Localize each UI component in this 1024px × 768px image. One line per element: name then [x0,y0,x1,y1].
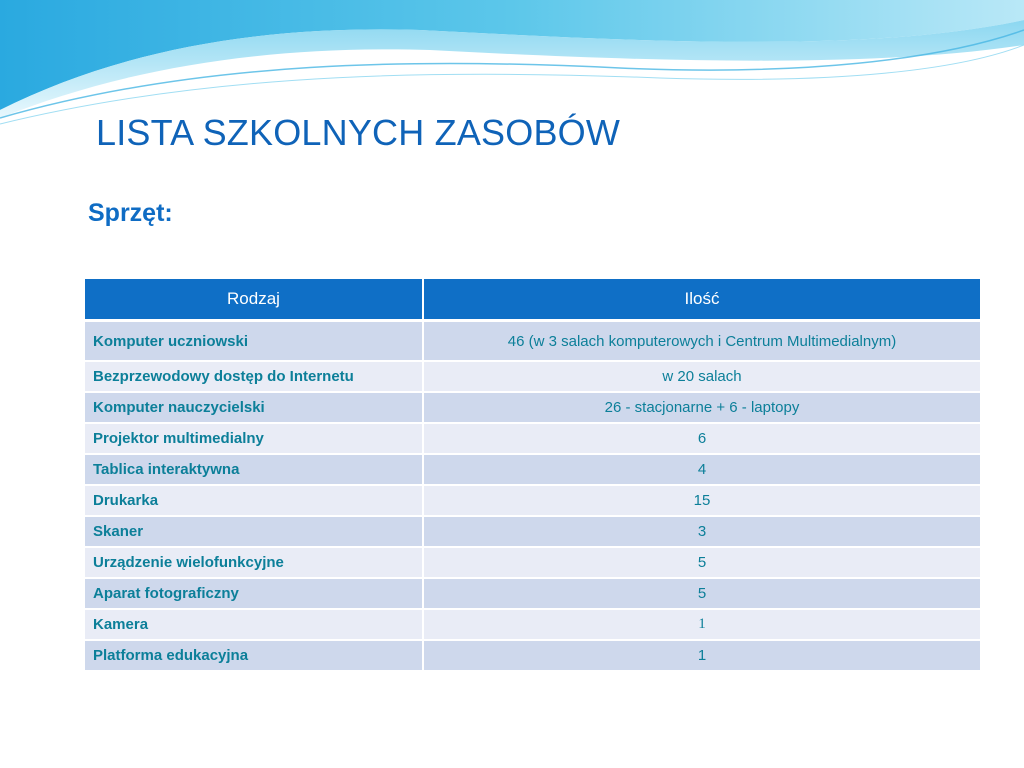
cell-quantity: 15 [423,485,980,516]
cell-kind: Drukarka [85,485,423,516]
table-row [85,516,980,547]
table-row [85,454,980,485]
column-header-quantity: Ilość [423,279,980,321]
cell-quantity: 5 [423,547,980,578]
table-row [85,321,980,362]
cell-kind: Tablica interaktywna [85,454,423,485]
cell-quantity: 5 [423,578,980,609]
section-subtitle: Sprzęt: [88,199,173,227]
cell-kind: Platforma edukacyjna [85,640,423,671]
cell-kind: Aparat fotograficzny [85,578,423,609]
cell-quantity: 46 (w 3 salach komputerowych i Centrum Multimedialnym) [423,321,980,362]
decorative-wave-header [0,0,1024,130]
table-header-row [85,279,980,321]
table-row [85,578,980,609]
table-row [85,423,980,454]
cell-kind: Skaner [85,516,423,547]
cell-kind: Komputer nauczycielski [85,392,423,423]
cell-quantity: 1 [423,609,980,640]
cell-quantity: 4 [423,454,980,485]
table-row [85,640,980,671]
table-row [85,392,980,423]
page-title: LISTA SZKOLNYCH ZASOBÓW [96,112,621,153]
table-row [85,609,980,640]
resources-table-container [85,279,980,672]
cell-quantity: 26 - stacjonarne + 6 - laptopy [423,392,980,423]
cell-kind: Urządzenie wielofunkcyjne [85,547,423,578]
table-row [85,485,980,516]
table-row [85,361,980,392]
cell-quantity: w 20 salach [423,361,980,392]
cell-quantity: 3 [423,516,980,547]
cell-kind: Bezprzewodowy dostęp do Internetu [85,361,423,392]
cell-kind: Kamera [85,609,423,640]
cell-kind: Komputer uczniowski [85,321,423,362]
resources-table [85,279,980,672]
cell-quantity: 6 [423,423,980,454]
table-row [85,547,980,578]
column-header-kind: Rodzaj [85,279,423,321]
cell-quantity: 1 [423,640,980,671]
cell-kind: Projektor multimedialny [85,423,423,454]
